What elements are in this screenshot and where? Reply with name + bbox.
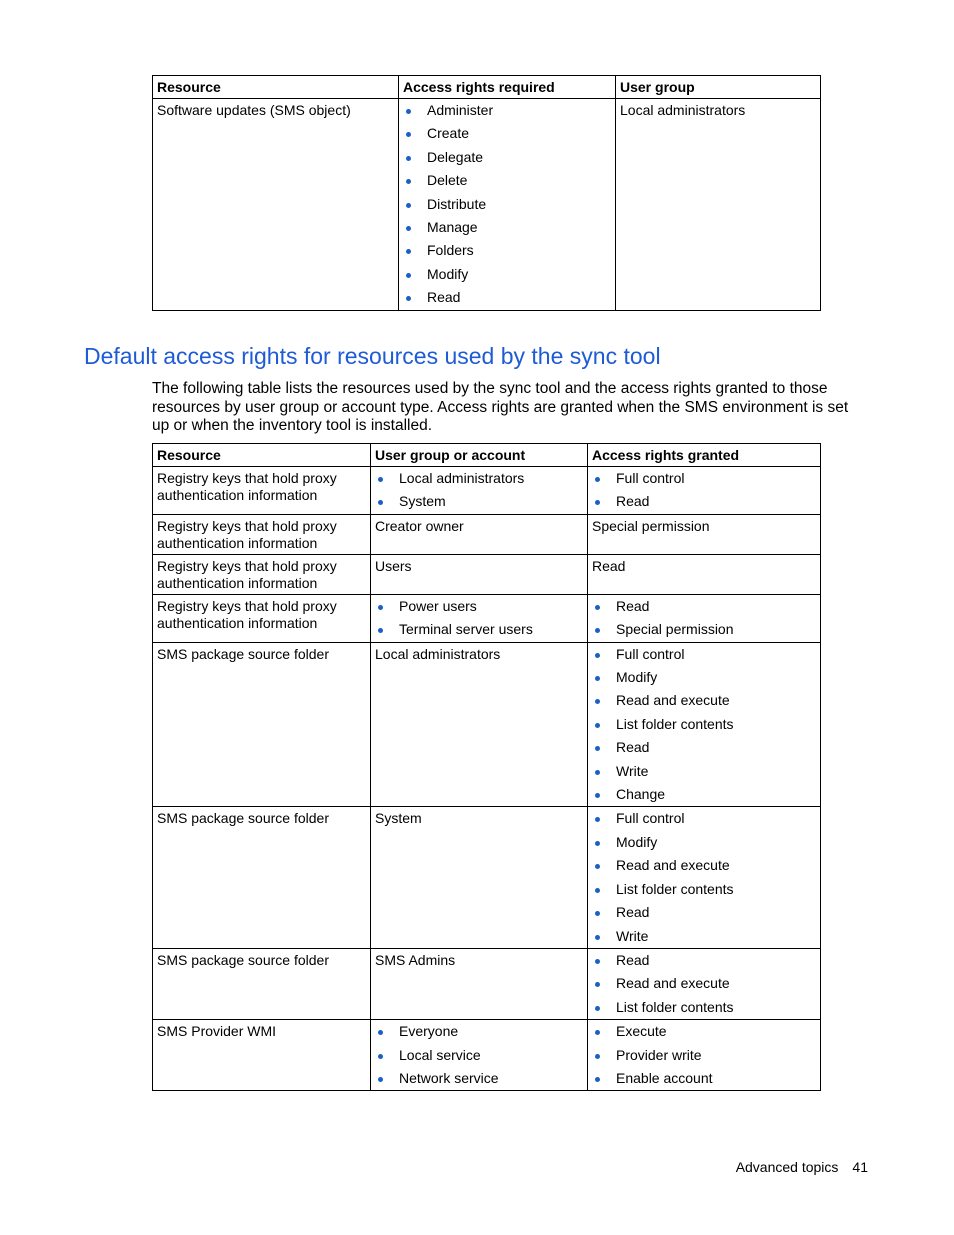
user-group-or-account-cell <box>371 1020 588 1091</box>
table-row <box>153 807 821 948</box>
table-row <box>153 1020 821 1091</box>
list-item-text: Read <box>616 739 650 756</box>
table-row <box>153 642 821 807</box>
list-item-text: Read <box>616 904 650 921</box>
bullet-list <box>592 643 816 807</box>
list-item-text: Folders <box>427 242 474 259</box>
list-item-text: Distribute <box>427 195 487 212</box>
list-item <box>403 239 611 262</box>
list-item <box>592 878 816 901</box>
list-item-text: List folder contents <box>616 880 734 897</box>
list-item-text: Terminal server users <box>399 621 533 638</box>
list-item-text: Local administrators <box>399 470 525 486</box>
user-group-or-account-cell: System <box>371 807 588 948</box>
list-item <box>592 949 816 972</box>
list-item <box>403 146 611 169</box>
access-rights-granted-cell <box>588 594 821 642</box>
list-item-text: Everyone <box>399 1023 459 1040</box>
access-rights-granted-cell <box>588 1020 821 1091</box>
bullet-icon <box>378 628 383 633</box>
list-item-text: Special permission <box>616 621 734 638</box>
bullet-list <box>592 949 816 1019</box>
list-item-text: Write <box>616 762 649 779</box>
bullet-list <box>592 595 816 642</box>
list-item <box>375 467 583 490</box>
bullet-icon <box>406 132 411 137</box>
table-header-row <box>153 76 821 99</box>
list-item <box>592 1020 816 1043</box>
list-item-text: Modify <box>427 265 469 282</box>
bullet-icon <box>595 653 600 658</box>
bullet-icon <box>406 273 411 278</box>
page-footer <box>736 1159 868 1175</box>
list-item <box>592 1067 816 1090</box>
bullet-icon <box>406 226 411 231</box>
user-group-or-account-cell: Creator owner <box>371 514 588 554</box>
bullet-icon <box>595 746 600 751</box>
resource-cell: SMS package source folder <box>153 948 371 1019</box>
table-header-row <box>153 444 821 467</box>
bullet-icon <box>595 1054 600 1059</box>
bullet-icon <box>378 1054 383 1059</box>
list-item <box>592 736 816 759</box>
list-item <box>592 972 816 995</box>
list-item-text: Read <box>427 289 461 306</box>
list-item-text: Write <box>616 927 649 944</box>
user-group-or-account-cell: SMS Admins <box>371 948 588 1019</box>
bullet-icon <box>595 817 600 822</box>
list-item-text: Modify <box>616 669 658 686</box>
bullet-icon <box>595 605 600 610</box>
list-item-text: List folder contents <box>616 998 734 1015</box>
list-item <box>375 595 583 618</box>
bullet-list <box>375 1020 583 1090</box>
resource-cell: SMS package source folder <box>153 642 371 807</box>
bullet-icon <box>406 179 411 184</box>
bullet-icon <box>595 888 600 893</box>
list-item <box>403 99 611 122</box>
bullet-icon <box>406 203 411 208</box>
list-item-text: Delegate <box>427 148 484 165</box>
user-group-or-account-cell: Users <box>371 554 588 594</box>
column-header-access-rights-required: Access rights required <box>399 76 616 99</box>
bullet-icon <box>595 982 600 987</box>
list-item-text: Read and execute <box>616 857 730 874</box>
access-rights-granted-cell: Special permission <box>588 514 821 554</box>
bullet-icon <box>595 864 600 869</box>
table-row <box>153 467 821 515</box>
list-item-text: Provider write <box>616 1046 702 1063</box>
list-item-text: Execute <box>616 1023 667 1040</box>
bullet-icon <box>595 676 600 681</box>
bullet-icon <box>595 770 600 775</box>
column-header-user-group: User group <box>616 76 821 99</box>
table-row <box>153 99 821 311</box>
list-item-text: Full control <box>616 470 685 486</box>
bullet-icon <box>406 156 411 161</box>
list-item-text: Local service <box>399 1046 481 1063</box>
list-item-text: System <box>399 493 446 510</box>
access-rights-cell <box>399 99 616 311</box>
list-item <box>592 831 816 854</box>
column-header-resource: Resource <box>153 76 399 99</box>
list-item-text: Read <box>616 493 650 510</box>
list-item <box>403 169 611 192</box>
list-item-text: Read <box>616 597 650 614</box>
column-header-access-rights-granted: Access rights granted <box>588 444 821 467</box>
bullet-icon <box>406 296 411 301</box>
list-item-text: Manage <box>427 219 478 236</box>
bullet-icon <box>595 723 600 728</box>
list-item <box>375 1044 583 1067</box>
list-item-text: Enable account <box>616 1069 713 1086</box>
resource-cell: Software updates (SMS object) <box>153 99 399 311</box>
bullet-icon <box>595 841 600 846</box>
list-item <box>592 595 816 618</box>
list-item <box>592 467 816 490</box>
list-item <box>375 1067 583 1090</box>
list-item-text: Modify <box>616 833 658 850</box>
bullet-icon <box>595 477 600 482</box>
bullet-icon <box>595 911 600 916</box>
list-item <box>592 1044 816 1067</box>
list-item-text: Create <box>427 125 470 142</box>
section-heading: Default access rights for resources used by the sync tool <box>84 343 661 369</box>
table-row <box>153 594 821 642</box>
table-row <box>153 514 821 554</box>
access-rights-granted-cell: Read <box>588 554 821 594</box>
list-item <box>403 122 611 145</box>
bullet-list <box>403 99 611 310</box>
bullet-icon <box>595 500 600 505</box>
intro-paragraph: The following table lists the resources used by the sync tool and the access rights granted to those resources by user group or account type. Access rights are granted when the SMS environment is set up or when the inventory tool is installed. <box>152 380 849 435</box>
resource-cell: Registry keys that hold proxy authentication information <box>153 594 371 642</box>
access-rights-granted-cell <box>588 807 821 948</box>
bullet-icon <box>378 605 383 610</box>
list-item-text: Read and execute <box>616 975 730 992</box>
list-item <box>375 618 583 641</box>
page-number: 41 <box>852 1159 868 1175</box>
list-item <box>592 760 816 783</box>
list-item <box>592 618 816 641</box>
table-row <box>153 948 821 1019</box>
list-item <box>592 490 816 513</box>
resource-cell: Registry keys that hold proxy authentication information <box>153 514 371 554</box>
bullet-icon <box>378 500 383 505</box>
bullet-list <box>592 467 816 514</box>
user-group-or-account-cell: Local administrators <box>371 642 588 807</box>
list-item-text: Full control <box>616 645 685 662</box>
user-group-or-account-cell <box>371 594 588 642</box>
list-item <box>375 490 583 513</box>
column-header-user-group-or-account: User group or account <box>371 444 588 467</box>
footer-section-title: Advanced topics <box>735 1159 839 1175</box>
list-item <box>403 286 611 309</box>
user-group-or-account-cell <box>371 467 588 515</box>
access-rights-granted-cell <box>588 642 821 807</box>
bullet-list <box>592 807 816 947</box>
list-item <box>592 807 816 830</box>
access-rights-table <box>152 75 821 311</box>
list-item <box>403 193 611 216</box>
bullet-icon <box>595 628 600 633</box>
list-item-text: Administer <box>427 102 494 118</box>
list-item <box>592 854 816 877</box>
bullet-icon <box>378 1030 383 1035</box>
list-item <box>592 713 816 736</box>
list-item-text: Full control <box>616 810 685 827</box>
list-item <box>592 901 816 924</box>
bullet-icon <box>595 699 600 704</box>
list-item-text: Delete <box>427 172 468 189</box>
list-item <box>592 643 816 666</box>
bullet-icon <box>378 477 383 482</box>
list-item <box>592 925 816 948</box>
list-item-text: Change <box>616 786 666 803</box>
column-header-resource: Resource <box>153 444 371 467</box>
list-item-text: Read <box>616 951 650 968</box>
resource-cell: Registry keys that hold proxy authentication information <box>153 467 371 515</box>
table-row <box>153 554 821 594</box>
list-item <box>403 263 611 286</box>
bullet-icon <box>595 959 600 964</box>
bullet-icon <box>595 1006 600 1011</box>
list-item-text: Power users <box>399 597 477 614</box>
list-item <box>592 996 816 1019</box>
list-item <box>592 783 816 806</box>
resource-cell: SMS Provider WMI <box>153 1020 371 1091</box>
list-item-text: Network service <box>399 1069 499 1086</box>
list-item <box>375 1020 583 1043</box>
list-item-text: Read and execute <box>616 692 730 709</box>
list-item <box>403 216 611 239</box>
bullet-icon <box>595 1077 600 1082</box>
resource-cell: SMS package source folder <box>153 807 371 948</box>
bullet-icon <box>595 793 600 798</box>
access-rights-granted-cell <box>588 948 821 1019</box>
bullet-list <box>592 1020 816 1090</box>
bullet-icon <box>406 249 411 254</box>
resource-cell: Registry keys that hold proxy authentication information <box>153 554 371 594</box>
list-item <box>592 666 816 689</box>
bullet-icon <box>595 935 600 940</box>
bullet-icon <box>378 1077 383 1082</box>
access-rights-granted-cell <box>588 467 821 515</box>
bullet-list <box>375 467 583 514</box>
bullet-icon <box>595 1030 600 1035</box>
user-group-cell: Local administrators <box>616 99 821 311</box>
bullet-icon <box>406 109 411 114</box>
list-item <box>592 689 816 712</box>
bullet-list <box>375 595 583 642</box>
list-item-text: List folder contents <box>616 715 734 732</box>
sync-tool-rights-table <box>152 443 821 1091</box>
